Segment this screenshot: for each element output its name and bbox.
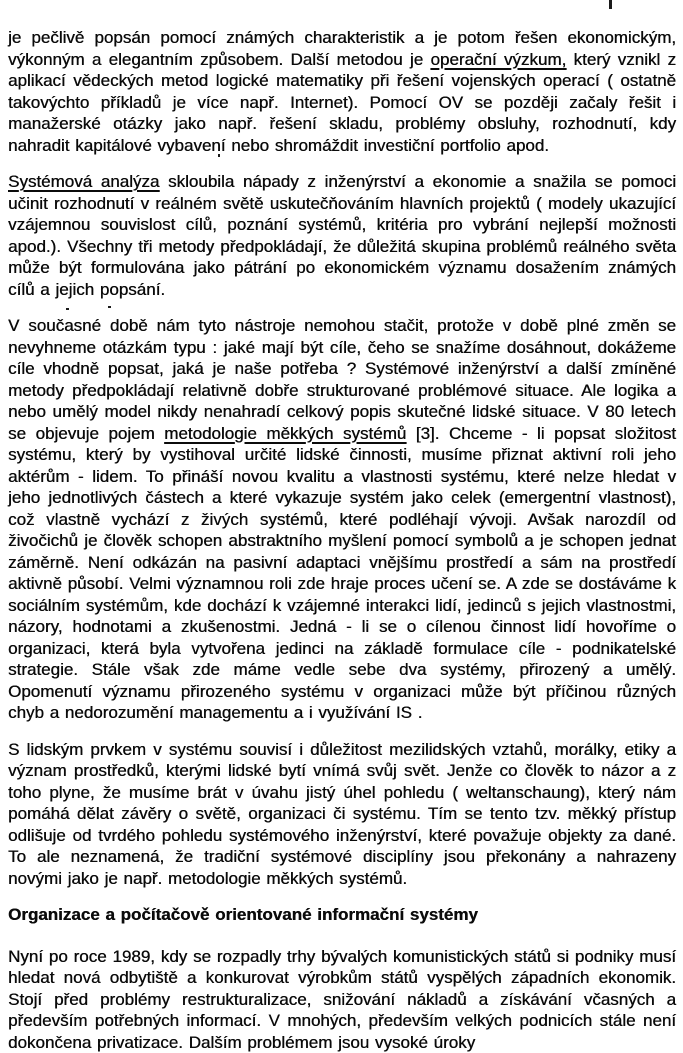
paragraph-text: S lidským prvkem v systému souvisí i důležitost mezilidských vztahů, morálky, etiky a význam prostředků, kterými lidské bytí vnímá svůj svět. Jenže co člověk to názor a z toho plyne, že musíme brát v úvahu jistý úhel pohledu ( weltanschaung), který nám pomáhá dělat závěry o světě, organizaci či systému. Tím se tento tzv. měkký přístup odlišuje od tvrdého pohledu systémového inženýrství, které považuje objekty za dané. To ale neznamená, že tradiční systémové disciplíny jsou překonány a nahrazeny novými jako je např. metodologie měkkých systémů. bbox=[8, 740, 676, 888]
scan-artifact-dot bbox=[218, 154, 220, 157]
paragraph-text: je pečlivě popsán pomocí známých charakteristik a je potom řešen ekonomickým, výkonným a elegantním způsobem. Další metodou je bbox=[8, 28, 676, 69]
paragraph-text: Nyní po roce 1989, kdy se rozpadly trhy bývalých komunistických států si podniky musí hledat nová odbytiště a konkurovat výrobkům států vyspělých západních ekonomik. Stojí před problémy restrukturalizace, snižování nákladů a získávání včasných a především potřebných informací. V mnohých, především velkých podnicích stále není dokončena privatizace. Dalším problémem jsou vysoké úroky bbox=[8, 947, 676, 1052]
underlined-term-systemova-analyza: Systémová analýza bbox=[8, 172, 159, 191]
scan-artifact-dot bbox=[66, 308, 69, 310]
section-heading-organizace: Organizace a počítačově orientované informační systémy bbox=[8, 904, 676, 926]
scan-artifact-dot bbox=[108, 306, 111, 308]
paragraph-mekke-systemy bbox=[8, 315, 676, 724]
paragraph-lidsky-prvek bbox=[8, 739, 676, 890]
paragraph-po-roce-1989 bbox=[8, 946, 676, 1053]
paragraph-text: skloubila nápady z inženýrství a ekonomie a snažila se pomoci učinit rozhodnutí v reálném světě uskutečňováním hlavních projektů ( modely ukazující vzájemnou souvislost cílů, poznání systémů, kritéria pro vybrání nejlepší možnosti apod.). Všechny tři metody předpokládají, že důležitá skupina problémů reálného světa může být formulována jako pátrání po ekonomickém významu dosažením známých cílů a jejich popsání. bbox=[8, 172, 676, 299]
scan-artifact-tick bbox=[609, 0, 612, 9]
paragraph-text: V současné době nám tyto nástroje nemohou stačit, protože v době plné změn se nevyhneme otázkám typu : jaké mají být cíle, čeho se snažíme dosáhnout, dokážeme cíle vhodně popsat, jaká je naše potřeba ? Systémové inženýrství a další zmíněné metody předpokládají relativně dobře strukturované problémové situace. Ale logika a nebo umělý model nikdy nenahradí celkový popis skutečné lidské situace. V 80 letech se objevuje pojem bbox=[8, 316, 676, 443]
paragraph-operacni-vyzkum bbox=[8, 27, 676, 156]
paragraph-systemova-analyza bbox=[8, 171, 676, 300]
underlined-term-metodologie-mekkych-systemu: metodologie měkkých systémů bbox=[164, 424, 406, 443]
paragraph-text: [3]. Chceme - li popsat složitost systému, který by vystihoval určité lidské činnosti, musíme přiznat aktivní roli jeho aktérům - lidem. To přináší novou kvalitu a vlastnosti systému, které nelze hledat v jeho jednotlivých částech a které vykazuje systém jako celek (emergentní vlastnost), což vlastně vychází z živých systémů, které podléhají vývoji. Avšak narozdíl od živočichů je člověk schopen abstraktního myšlení pomocí symbolů a je schopen jednat záměrně. Není odkázán na pasivní adaptaci vnějšímu prostředí a sám na prostředí aktivně působí. Velmi významnou roli zde hraje proces učení se. A zde se dostáváme k sociálním systémům, kde dochází k vzájemné interakci lidí, jedinců s jejich vlastnostmi, názory, hodnotami a zkušenostmi. Jedná - li se o cílenou činnost lidí hovoříme o organizaci, která byla vytvořena jedinci na základě formulace cíle - podnikatelské strategie. Stále však zde máme vedle sebe dva systémy, přirozený a umělý. Opomenutí významu přirozeného systému v organizaci může být příčinou různých chyb a nedorozumění managementu a i využívání IS . bbox=[8, 424, 676, 723]
underlined-term-operacni-vyzkum: operační výzkum, bbox=[430, 50, 566, 69]
paragraph-text: který vznikl z aplikací vědeckých metod logické matematiky při řešení vojenských operací ( ostatně takovýchto příkladů je více např. Internet). Pomocí OV se později začaly řešit i manažerské otázky jako např. řešení skladu, problémy obsluhy, rozhodnutí, kdy nahradit kapitálové vybavení nebo shromáždit investiční portfolio apod. bbox=[8, 50, 676, 155]
